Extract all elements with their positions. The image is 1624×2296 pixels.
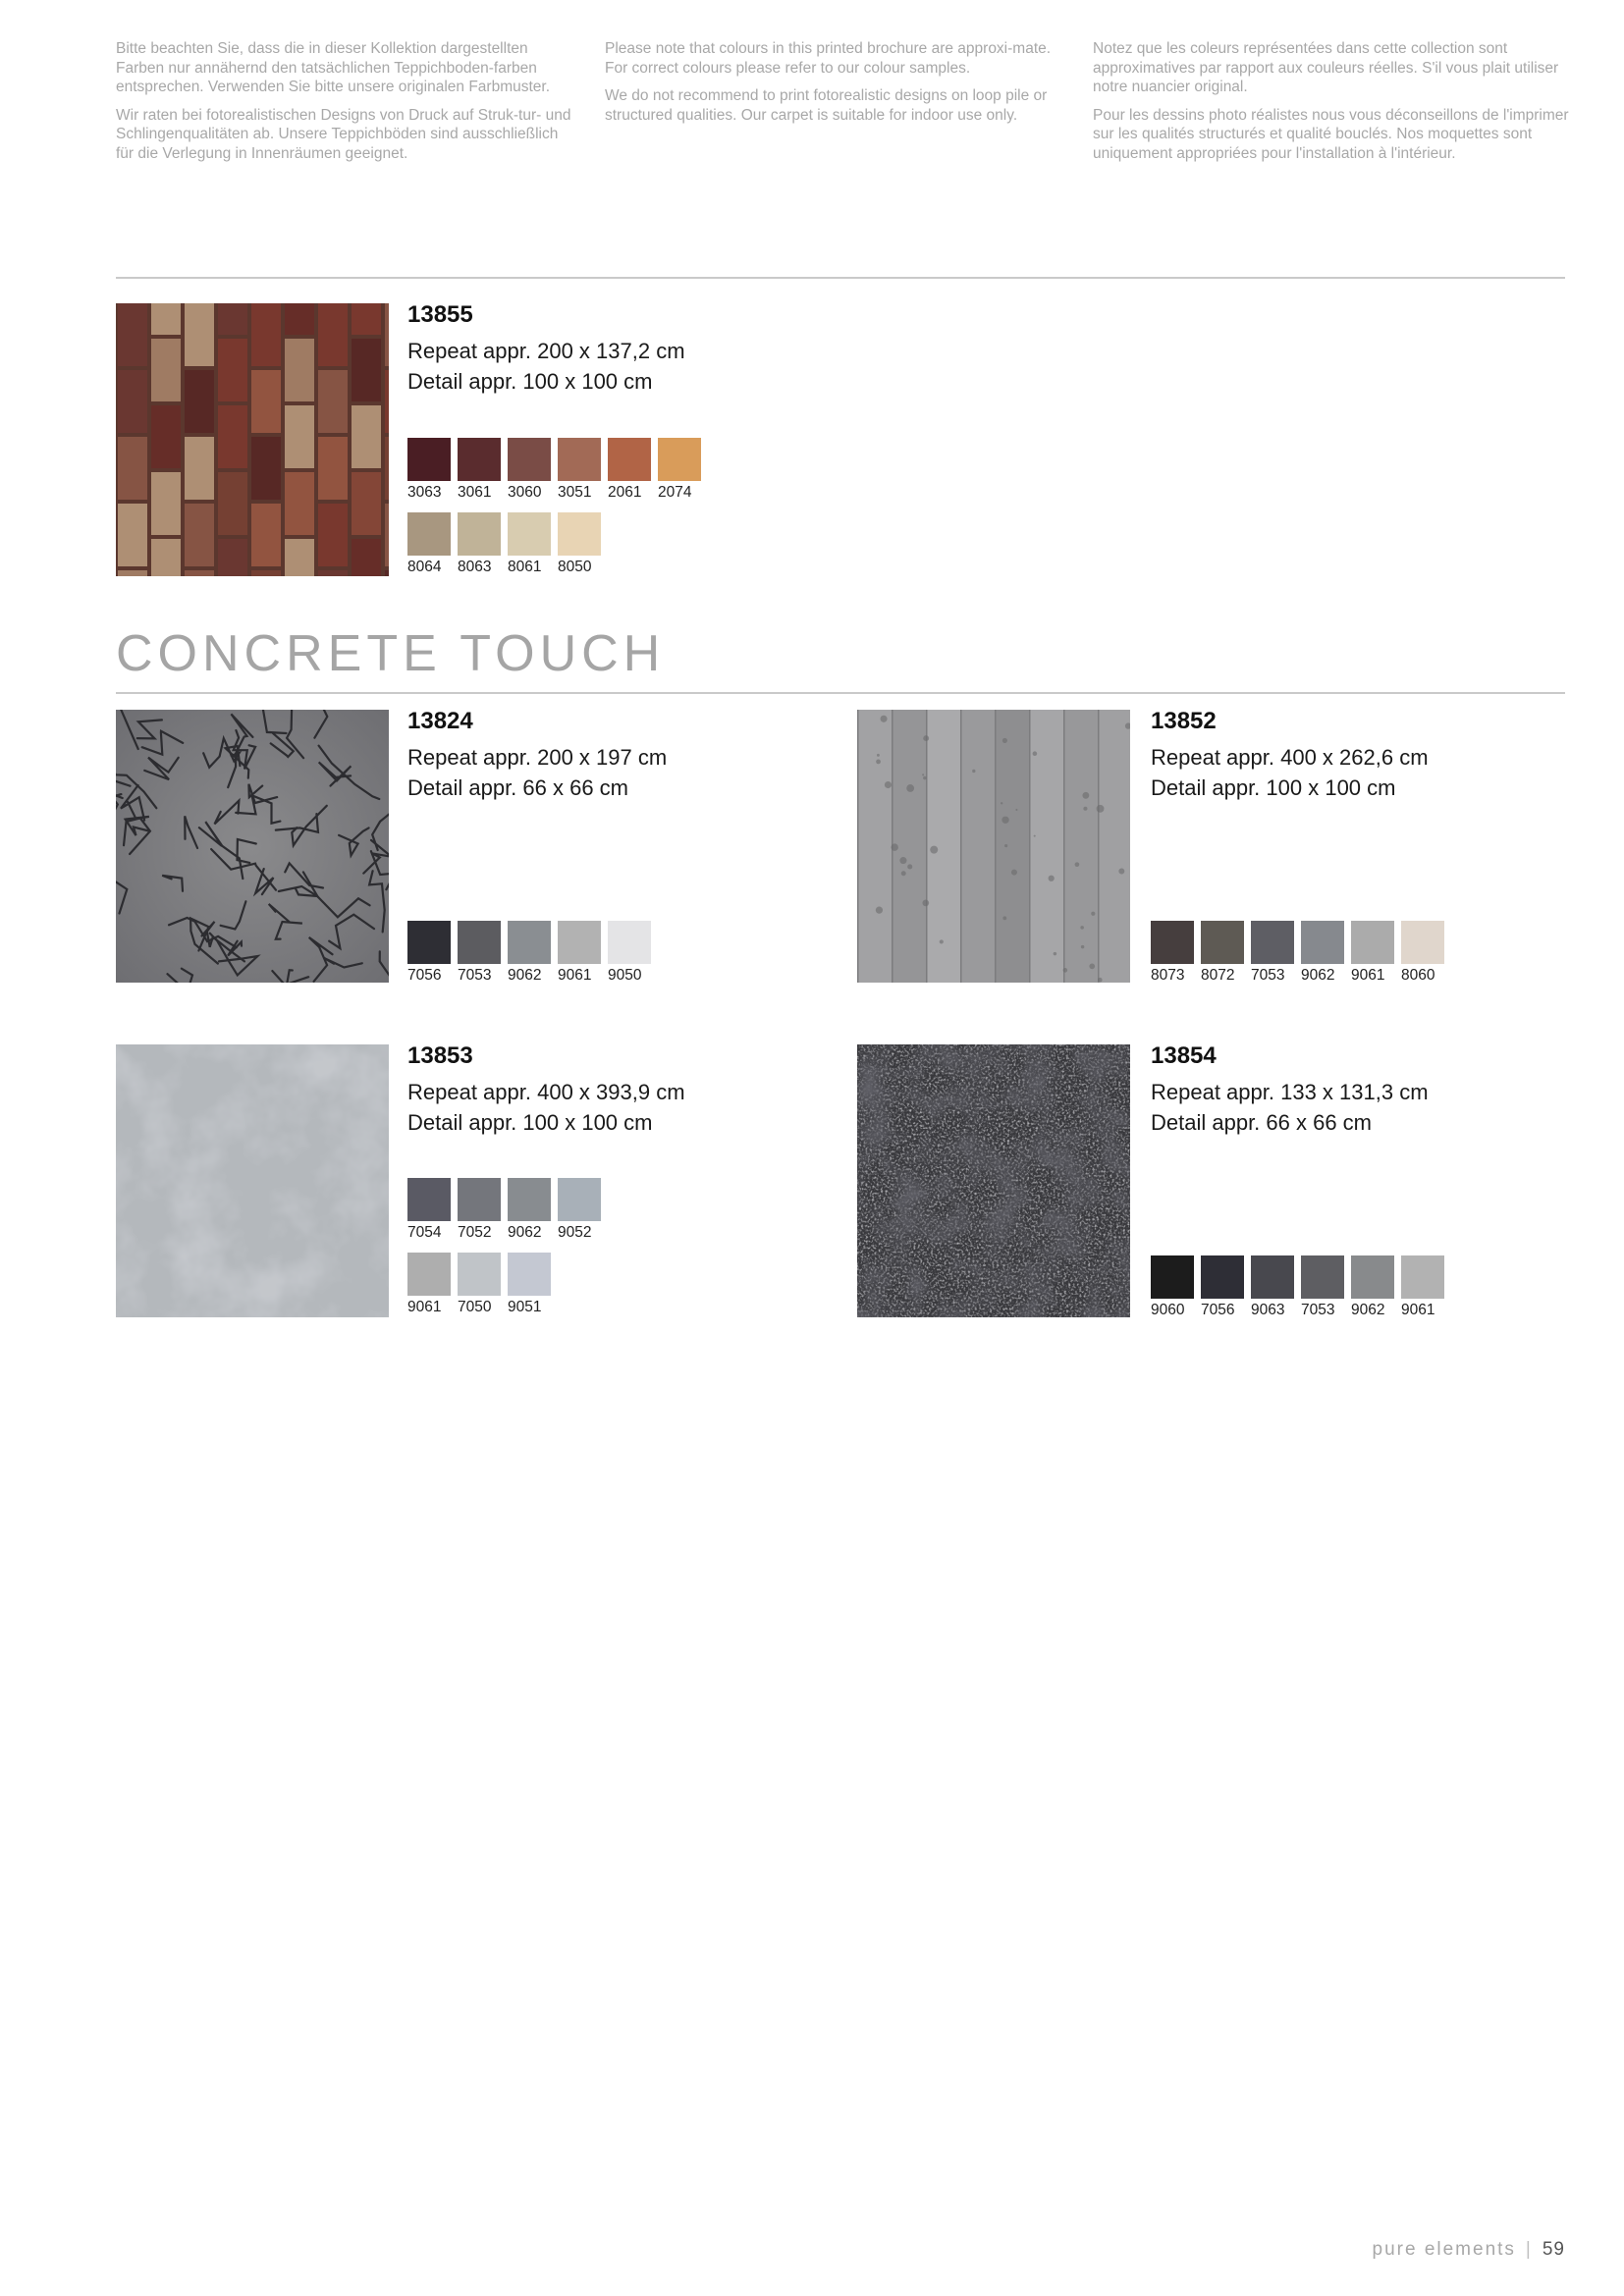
color-code: 2074 xyxy=(658,484,692,501)
color-chip-row xyxy=(407,1253,601,1316)
color-chip xyxy=(407,438,451,502)
color-chip xyxy=(558,512,601,576)
color-code: 7053 xyxy=(458,967,492,984)
section-title: CONCRETE TOUCH xyxy=(116,625,666,682)
color-chip xyxy=(508,1178,551,1242)
product-code: 13853 xyxy=(407,1042,473,1069)
color-code: 8073 xyxy=(1151,967,1185,984)
divider-top xyxy=(116,277,1565,279)
color-chip xyxy=(458,1253,501,1316)
color-code: 9061 xyxy=(558,967,592,984)
color-chip xyxy=(1251,921,1294,985)
color-chip xyxy=(407,512,451,576)
color-chip xyxy=(608,921,651,985)
disclaimer-fr-p1: Notez que les coleurs représentées dans cette collection sont approximatives par rapport aux couleurs réelles. S'il vous plait utiliser notre nuancier original. xyxy=(1093,40,1559,95)
color-swatch xyxy=(1251,1255,1294,1299)
color-code: 8061 xyxy=(508,559,542,575)
color-code: 9061 xyxy=(407,1299,442,1315)
color-chips xyxy=(1151,1255,1444,1330)
color-chip xyxy=(407,1178,451,1242)
product-code: 13824 xyxy=(407,708,473,734)
color-code: 9061 xyxy=(1351,967,1385,984)
color-code: 7053 xyxy=(1251,967,1285,984)
color-chips xyxy=(407,438,701,587)
product-code: 13852 xyxy=(1151,708,1217,734)
pattern-image-13824 xyxy=(116,710,389,983)
color-chip xyxy=(508,512,551,576)
cloudy-concrete-texture xyxy=(116,1044,389,1317)
color-chip xyxy=(658,438,701,502)
color-swatch xyxy=(558,512,601,556)
repeat-size: Repeat appr. 133 x 131,3 cm xyxy=(1151,1080,1429,1104)
disclaimer-english xyxy=(605,39,1066,133)
pattern-image-13853 xyxy=(116,1044,389,1317)
cracked-texture xyxy=(116,710,389,983)
color-chip xyxy=(558,921,601,985)
color-code: 9062 xyxy=(508,967,542,984)
color-swatch xyxy=(458,1253,501,1296)
color-chips xyxy=(1151,921,1444,995)
color-chip xyxy=(1401,1255,1444,1319)
color-code: 7053 xyxy=(1301,1302,1335,1318)
detail-size: Detail appr. 66 x 66 cm xyxy=(1151,1110,1373,1135)
repeat-size: Repeat appr. 400 x 393,9 cm xyxy=(407,1080,685,1104)
disclaimer-fr-p2: Pour les dessins photo réalistes nous vous déconseillons de l'imprimer sur les qualités structurés et qualité bouclés. Nos moquettes sont uniquement appropriées pour l'installation à l'intérieur. xyxy=(1093,106,1569,162)
color-swatch xyxy=(407,921,451,964)
color-chip xyxy=(458,921,501,985)
color-code: 2061 xyxy=(608,484,642,501)
detail-size: Detail appr. 100 x 100 cm xyxy=(407,1110,653,1135)
product-spec xyxy=(407,1077,685,1138)
disclaimer-de-p1: Bitte beachten Sie, dass die in dieser Kollektion dargestellten Farben nur annähernd den tatsächlichen Teppichboden-farben entsprechen. Verwenden Sie bitte unsere originalen Farbmuster. xyxy=(116,40,551,95)
page-footer xyxy=(1373,2239,1565,2261)
dark-speckle-texture xyxy=(857,1044,1130,1317)
color-code: 9061 xyxy=(1401,1302,1435,1318)
detail-size: Detail appr. 100 x 100 cm xyxy=(407,369,653,394)
color-chip xyxy=(458,1178,501,1242)
color-chip xyxy=(608,438,651,502)
color-chip-row xyxy=(407,921,651,985)
color-code: 9062 xyxy=(508,1224,542,1241)
color-chip-row xyxy=(407,512,701,576)
color-swatch xyxy=(508,1253,551,1296)
color-swatch xyxy=(407,1253,451,1296)
brick-texture xyxy=(116,303,389,576)
color-swatch xyxy=(407,512,451,556)
color-swatch xyxy=(508,438,551,481)
color-swatch xyxy=(458,438,501,481)
color-swatch xyxy=(1301,921,1344,964)
color-chip-row xyxy=(407,1178,601,1242)
color-chip xyxy=(1201,921,1244,985)
color-code: 7050 xyxy=(458,1299,492,1315)
color-chip xyxy=(558,1178,601,1242)
color-swatch xyxy=(1301,1255,1344,1299)
color-chip-row xyxy=(1151,921,1444,985)
product-spec xyxy=(407,336,685,397)
color-code: 8072 xyxy=(1201,967,1235,984)
brand-name: pure elements xyxy=(1372,2239,1516,2260)
color-code: 9062 xyxy=(1301,967,1335,984)
color-swatch xyxy=(1251,921,1294,964)
detail-size: Detail appr. 66 x 66 cm xyxy=(407,775,629,800)
product-spec xyxy=(1151,1077,1429,1138)
color-swatch xyxy=(608,438,651,481)
color-chip xyxy=(1351,921,1394,985)
color-chip xyxy=(1251,1255,1294,1319)
product-spec xyxy=(407,742,667,803)
color-swatch xyxy=(558,1178,601,1221)
board-concrete-texture xyxy=(857,710,1130,983)
color-code: 7052 xyxy=(458,1224,492,1241)
color-code: 7056 xyxy=(407,967,442,984)
color-code: 9050 xyxy=(608,967,642,984)
divider-section xyxy=(116,692,1565,694)
color-chip xyxy=(407,1253,451,1316)
product-spec xyxy=(1151,742,1429,803)
color-chip xyxy=(1301,921,1344,985)
repeat-size: Repeat appr. 400 x 262,6 cm xyxy=(1151,745,1429,770)
color-swatch xyxy=(1201,921,1244,964)
color-code: 3051 xyxy=(558,484,592,501)
color-swatch xyxy=(1351,1255,1394,1299)
color-swatch xyxy=(1401,1255,1444,1299)
disclaimer-french xyxy=(1093,39,1569,172)
color-swatch xyxy=(407,1178,451,1221)
disclaimer-german xyxy=(116,39,577,172)
disclaimer-de-p2: Wir raten bei fotorealistischen Designs von Druck auf Struk-tur- und Schlingenqualitäten ab. Unsere Teppichböden sind ausschließlich für die Verlegung in Innenräumen geeignet. xyxy=(116,106,571,162)
color-chip xyxy=(1151,1255,1194,1319)
pattern-image-13854 xyxy=(857,1044,1130,1317)
disclaimer-en-p2: We do not recommend to print fotorealistic designs on loop pile or structured qualities. Our carpet is suitable for indoor use only. xyxy=(605,87,1048,124)
color-swatch xyxy=(1201,1255,1244,1299)
color-code: 8063 xyxy=(458,559,492,575)
color-code: 9052 xyxy=(558,1224,592,1241)
color-chip xyxy=(558,438,601,502)
color-code: 9051 xyxy=(508,1299,542,1315)
color-code: 9063 xyxy=(1251,1302,1285,1318)
product-code: 13854 xyxy=(1151,1042,1217,1069)
color-code: 9060 xyxy=(1151,1302,1185,1318)
color-swatch xyxy=(558,438,601,481)
pattern-image-13855 xyxy=(116,303,389,576)
color-swatch xyxy=(508,1178,551,1221)
color-swatch xyxy=(558,921,601,964)
detail-size: Detail appr. 100 x 100 cm xyxy=(1151,775,1396,800)
color-swatch xyxy=(458,512,501,556)
color-swatch xyxy=(1401,921,1444,964)
color-swatch xyxy=(1151,921,1194,964)
repeat-size: Repeat appr. 200 x 137,2 cm xyxy=(407,339,685,363)
color-code: 9062 xyxy=(1351,1302,1385,1318)
product-code: 13855 xyxy=(407,301,473,328)
color-chip xyxy=(508,438,551,502)
color-code: 7056 xyxy=(1201,1302,1235,1318)
page-number: 59 xyxy=(1542,2239,1565,2260)
color-swatch xyxy=(458,1178,501,1221)
color-chip-row xyxy=(1151,1255,1444,1319)
color-chips xyxy=(407,921,651,995)
color-swatch xyxy=(458,921,501,964)
color-chip xyxy=(458,512,501,576)
color-swatch xyxy=(608,921,651,964)
color-swatch xyxy=(1351,921,1394,964)
color-chip xyxy=(1301,1255,1344,1319)
footer-separator: | xyxy=(1525,2239,1533,2260)
color-chip xyxy=(1351,1255,1394,1319)
color-chip xyxy=(458,438,501,502)
color-chip xyxy=(1151,921,1194,985)
color-swatch xyxy=(508,512,551,556)
color-code: 3061 xyxy=(458,484,492,501)
color-code: 8060 xyxy=(1401,967,1435,984)
color-chips xyxy=(407,1178,601,1327)
color-chip xyxy=(1401,921,1444,985)
color-chip-row xyxy=(407,438,701,502)
color-code: 3060 xyxy=(508,484,542,501)
color-swatch xyxy=(407,438,451,481)
pattern-image-13852 xyxy=(857,710,1130,983)
color-code: 3063 xyxy=(407,484,442,501)
color-swatch xyxy=(1151,1255,1194,1299)
color-code: 7054 xyxy=(407,1224,442,1241)
color-chip xyxy=(407,921,451,985)
color-chip xyxy=(508,921,551,985)
color-swatch xyxy=(508,921,551,964)
repeat-size: Repeat appr. 200 x 197 cm xyxy=(407,745,668,770)
color-chip xyxy=(508,1253,551,1316)
color-code: 8050 xyxy=(558,559,592,575)
disclaimer-en-p1: Please note that colours in this printed brochure are approxi-mate. For correct colours please refer to our colour samples. xyxy=(605,40,1052,77)
color-chip xyxy=(1201,1255,1244,1319)
color-swatch xyxy=(658,438,701,481)
color-code: 8064 xyxy=(407,559,442,575)
